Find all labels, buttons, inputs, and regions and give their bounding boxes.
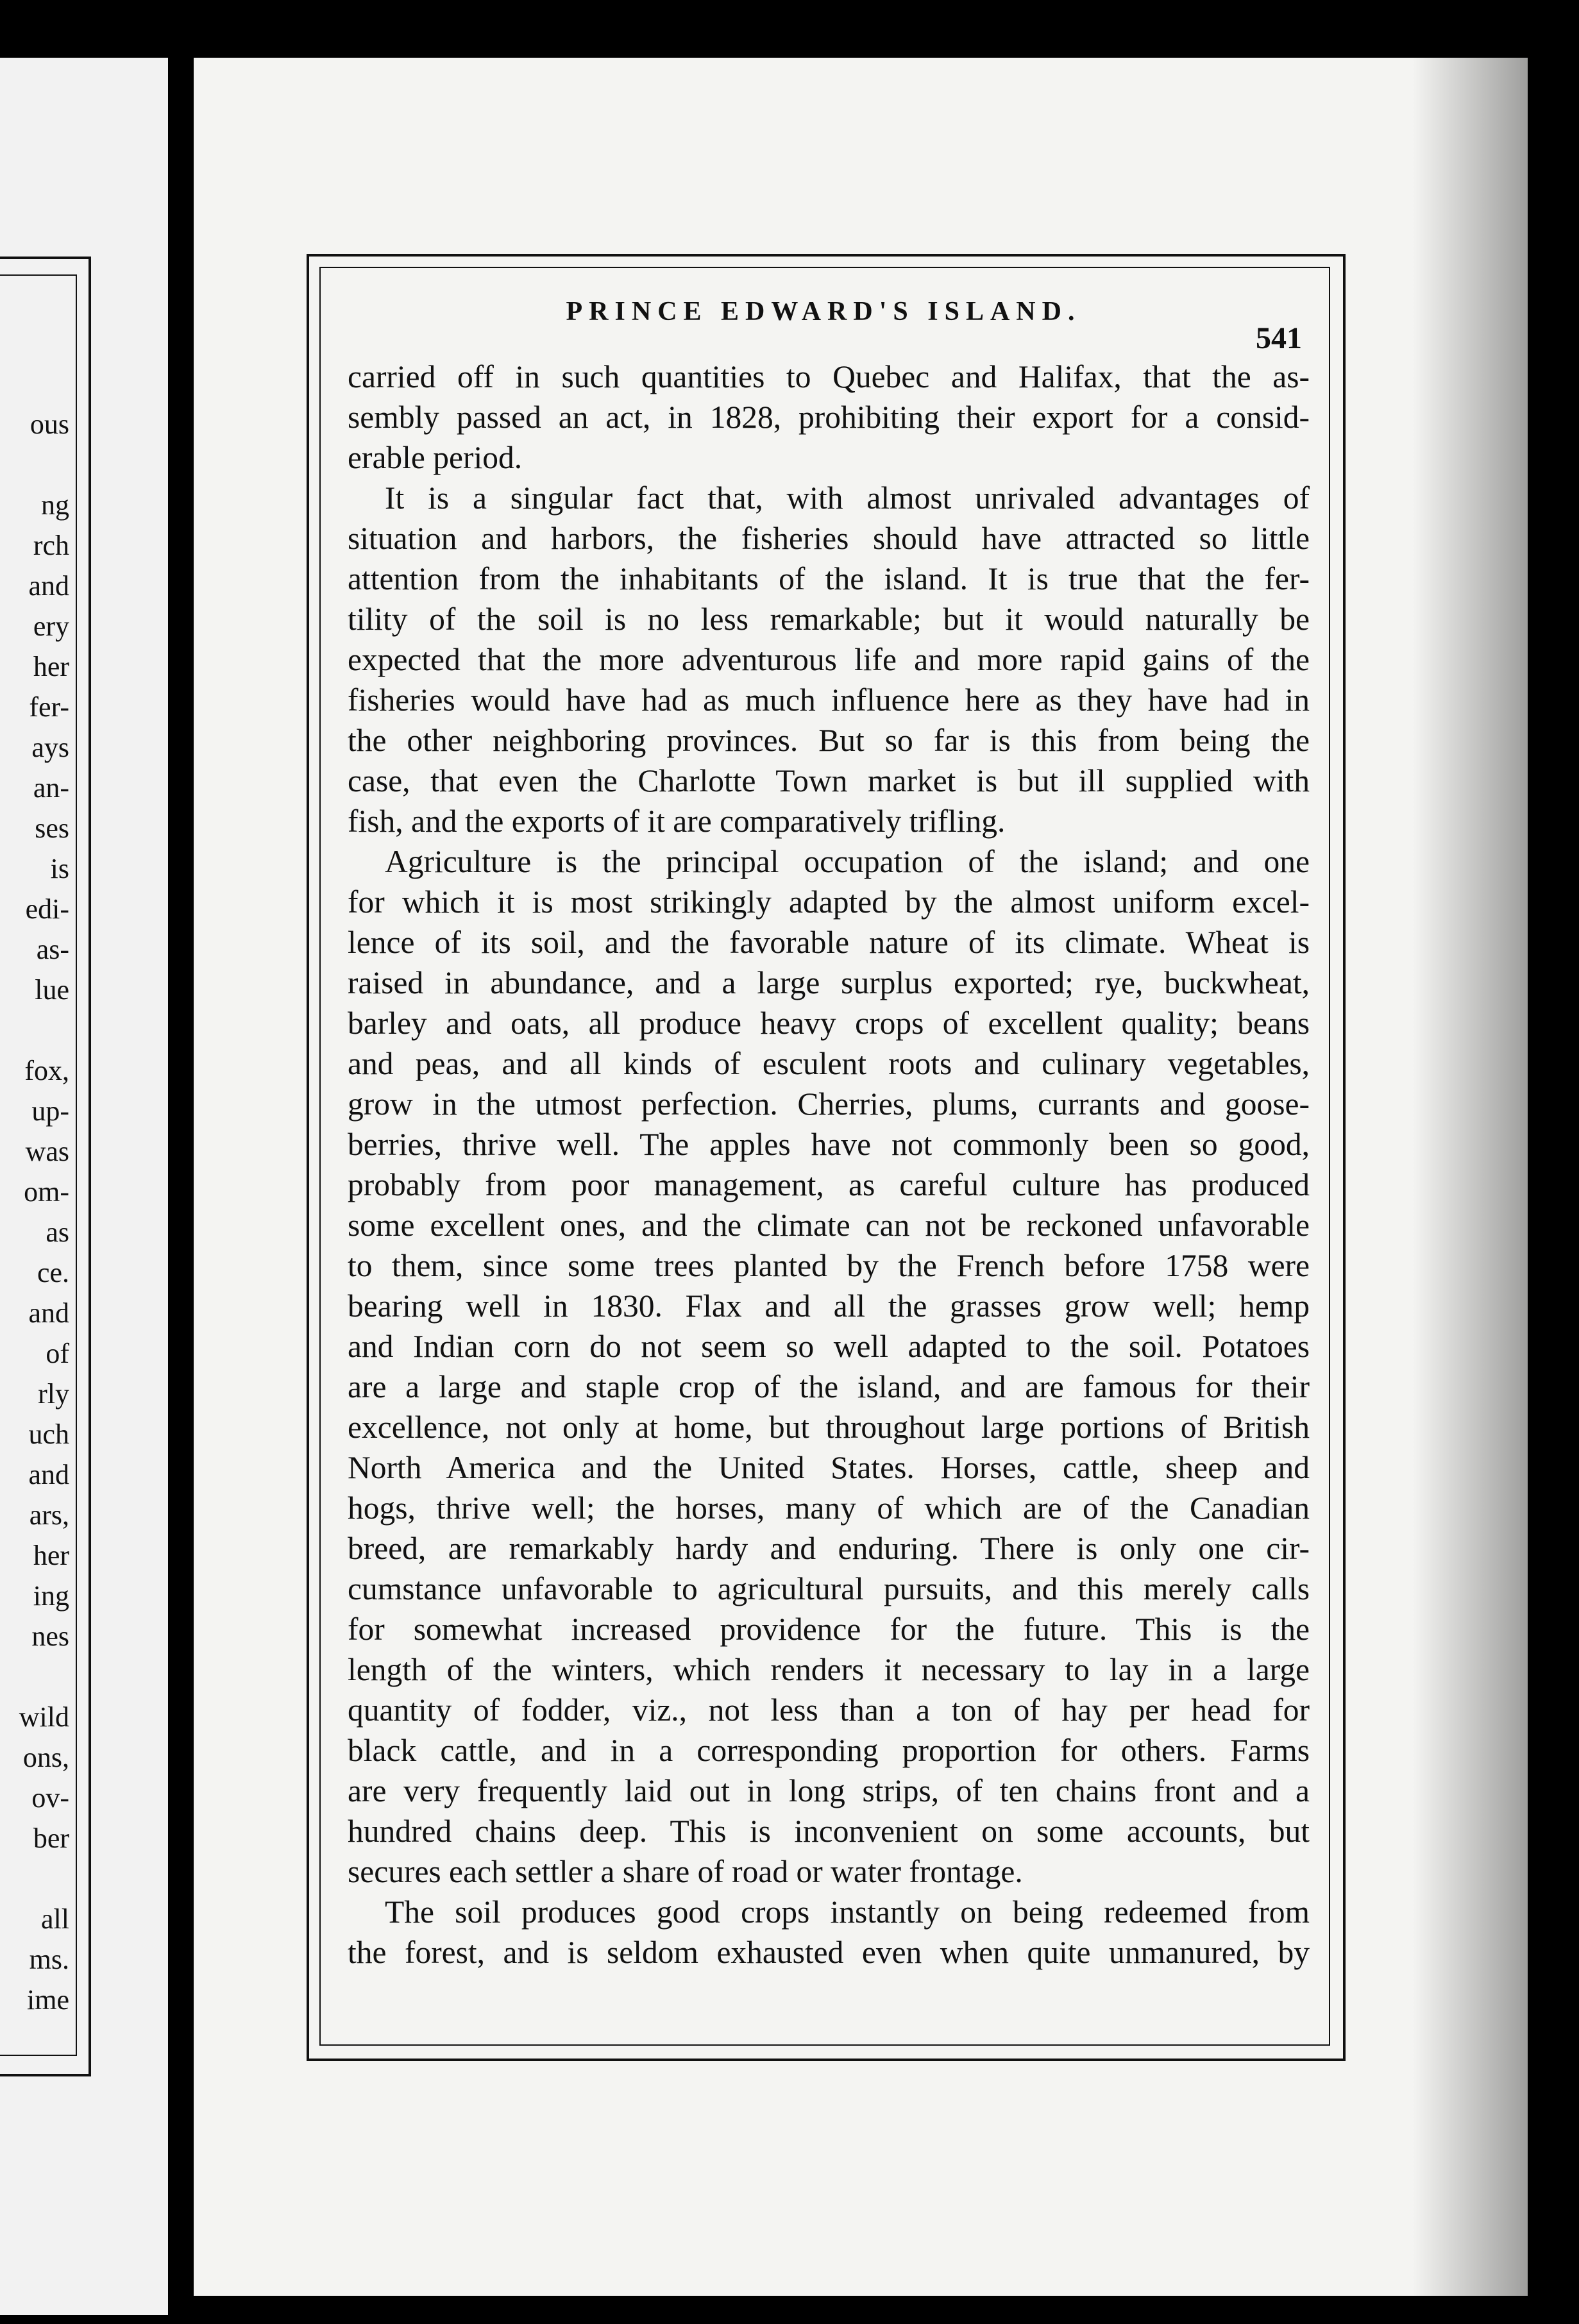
text-line: black cattle, and in a corresponding proportion for others. Farms (348, 1733, 1310, 1768)
text-line: situation and harbors, the fisheries should have attracted so little (348, 521, 1310, 556)
text-line: and peas, and all kinds of esculent roots and culinary vegetables, (348, 1046, 1310, 1081)
text-line: barley and oats, all produce heavy crops of excellent quality; beans (348, 1006, 1310, 1041)
text-line: The soil produces good crops instantly on being redeemed from (385, 1894, 1310, 1930)
text-line: cumstance unfavorable to agricultural pursuits, and this merely calls (348, 1571, 1310, 1606)
paragraph (348, 478, 1310, 841)
text-line: raised in abundance, and a large surplus exported; rye, buckwheat, (348, 965, 1310, 1000)
text-line: bearing well in 1830. Flax and all the grasses grow well; hemp (348, 1288, 1310, 1324)
book-gutter (168, 58, 194, 2324)
previous-page-line: ce. (37, 1257, 69, 1288)
text-line: the other neighboring provinces. But so far is this from being the (348, 723, 1310, 758)
text-line: hundred chains deep. This is inconvenient on some accounts, but (348, 1814, 1310, 1849)
previous-page-line (0, 1656, 69, 1697)
previous-page-line: of (46, 1338, 69, 1369)
text-line: North America and the United States. Horses, cattle, sheep and (348, 1450, 1310, 1485)
previous-page-line (0, 444, 69, 485)
previous-page-line: ing (33, 1580, 69, 1612)
previous-page-line: ng (41, 489, 69, 521)
text-line: fish, and the exports of it are comparatively trifling. (348, 804, 1006, 839)
body-text (348, 357, 1310, 1973)
text-line: breed, are remarkably hardy and enduring. There is only one cir- (348, 1531, 1310, 1566)
previous-page-line: edi- (25, 893, 69, 925)
text-line: and Indian corn do not seem so well adapted to the soil. Potatoes (348, 1329, 1310, 1364)
text-line: case, that even the Charlotte Town market is but ill supplied with (348, 763, 1310, 798)
text-line: carried off in such quantities to Quebec and Halifax, that the as- (348, 359, 1310, 394)
text-line: sembly passed an act, in 1828, prohibiting their export for a consid- (348, 400, 1310, 435)
previous-page-line (0, 1010, 69, 1050)
previous-page-line: her (33, 1540, 69, 1571)
previous-page-line: up- (31, 1095, 69, 1127)
previous-page-line: was (25, 1136, 69, 1167)
running-head: PRINCE EDWARD'S ISLAND. (566, 297, 1081, 326)
text-line: for which it is most strikingly adapted by the almost uniform excel- (348, 884, 1310, 920)
text-line: fisheries would have had as much influence here as they have had in (348, 682, 1310, 718)
text-line: erable period. (348, 440, 523, 475)
text-line: some excellent ones, and the climate can not be reckoned unfavorable (348, 1208, 1310, 1243)
text-line: secures each settler a share of road or water frontage. (348, 1854, 1023, 1889)
text-line: are a large and staple crop of the island, and are famous for their (348, 1369, 1310, 1404)
text-line: It is a singular fact that, with almost unrivaled advantages of (385, 480, 1310, 516)
text-line: Agriculture is the principal occupation of the island; and one (385, 844, 1310, 879)
text-line: hogs, thrive well; the horses, many of which are of the Canadian (348, 1490, 1310, 1526)
previous-page-line: ses (35, 813, 69, 844)
previous-page-line: ms. (29, 1944, 69, 1975)
previous-page-line: ays (31, 732, 69, 763)
text-line: lence of its soil, and the favorable nature of its climate. Wheat is (348, 925, 1310, 960)
text-line: grow in the utmost perfection. Cherries, plums, currants and goose- (348, 1086, 1310, 1122)
previous-page-line: uch (28, 1419, 69, 1450)
previous-page-line: ous (30, 408, 69, 440)
text-line: excellence, not only at home, but throughout large portions of British (348, 1410, 1310, 1445)
text-line: the forest, and is seldom exhausted even when quite unmanured, by (348, 1935, 1310, 1970)
text-line: are very frequently laid out in long strips, of ten chains front and a (348, 1773, 1310, 1808)
previous-page-line: lue (35, 974, 69, 1006)
previous-page-line: her (33, 651, 69, 682)
previous-page-line: ov- (31, 1782, 69, 1814)
previous-page-line: all (41, 1903, 69, 1935)
previous-page-line: rly (38, 1378, 69, 1410)
text-line: tility of the soil is no less remarkable; but it would naturally be (348, 602, 1310, 637)
paragraph (348, 841, 1310, 1892)
text-line: berries, thrive well. The apples have not commonly been so good, (348, 1127, 1310, 1162)
paragraph (348, 1892, 1310, 1973)
page-edge-shadow (1412, 58, 1528, 2296)
paragraph (348, 357, 1310, 478)
text-line: attention from the inhabitants of the island. It is true that the fer- (348, 561, 1310, 596)
previous-page-line: and (28, 1459, 69, 1490)
previous-page-line: wild (19, 1701, 69, 1733)
text-line: length of the winters, which renders it necessary to lay in a large (348, 1652, 1310, 1687)
previous-page-line: ber (33, 1823, 69, 1854)
previous-page-line: is (50, 853, 69, 884)
previous-page-line: ery (33, 610, 69, 642)
previous-page-line: nes (31, 1621, 69, 1652)
text-line: for somewhat increased providence for the future. This is the (348, 1612, 1310, 1647)
previous-page-line (0, 1858, 69, 1899)
previous-page-line: as- (36, 934, 69, 965)
text-line: to them, since some trees planted by the French before 1758 were (348, 1248, 1310, 1283)
previous-page-line: rch (33, 530, 69, 561)
previous-page-line: fer- (29, 691, 69, 723)
previous-page-line: an- (33, 772, 69, 804)
previous-page (0, 58, 168, 2315)
page-number: 541 (1256, 321, 1302, 355)
previous-page-line: ons, (22, 1742, 69, 1773)
previous-page-line: and (28, 1297, 69, 1329)
previous-page-line: fox, (24, 1055, 69, 1086)
previous-page-line: and (28, 570, 69, 602)
text-line: quantity of fodder, viz., not less than a ton of hay per head for (348, 1692, 1310, 1728)
previous-page-line: om- (24, 1176, 69, 1208)
previous-page-line: ime (27, 1984, 69, 2016)
previous-page-line: as (46, 1217, 69, 1248)
text-line: expected that the more adventurous life and more rapid gains of the (348, 642, 1310, 677)
text-line: probably from poor management, as careful culture has produced (348, 1167, 1310, 1202)
previous-page-text-fragments (0, 404, 69, 2020)
previous-page-line: ars, (29, 1499, 69, 1531)
